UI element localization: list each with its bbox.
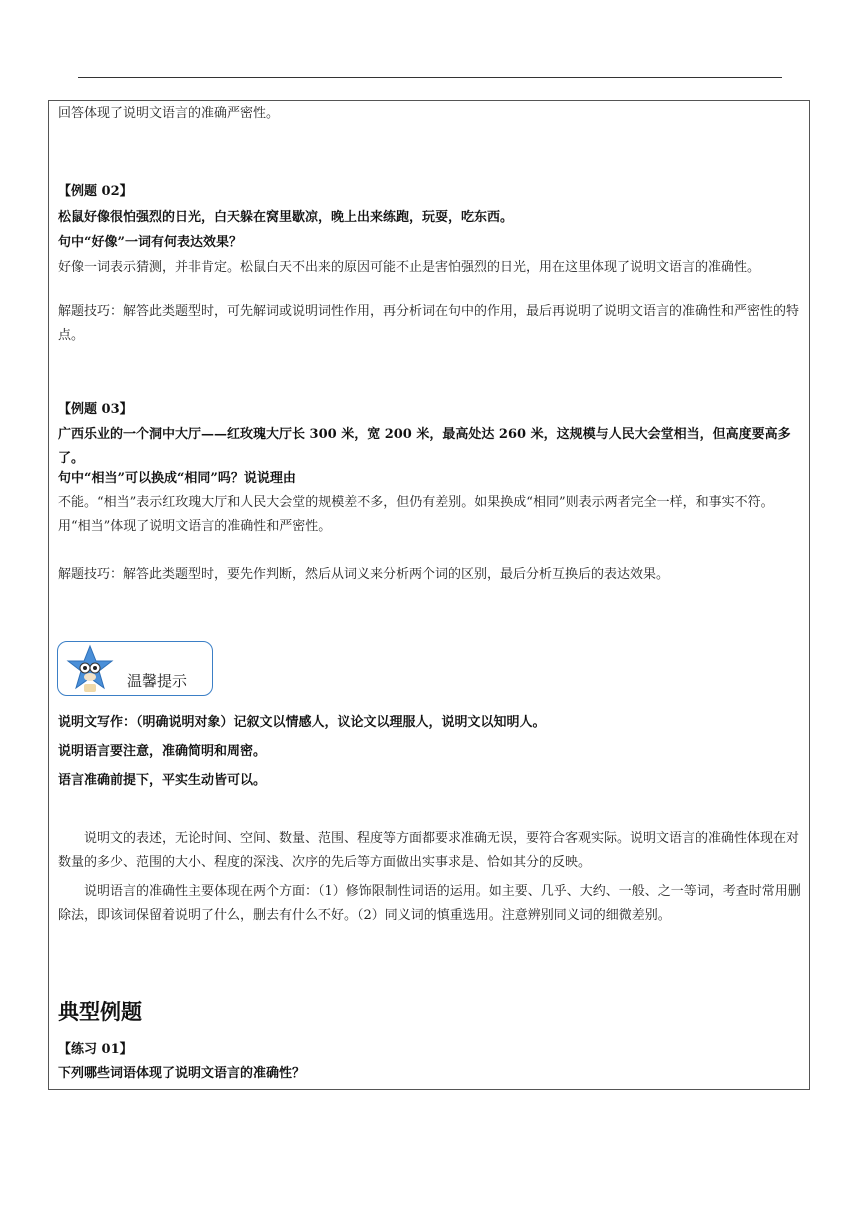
example-03-question: 句中“相当”可以换成“相同”吗？说说理由 xyxy=(58,471,296,486)
practice-01-question: 下列哪些词语体现了说明文语言的准确性？ xyxy=(58,1066,306,1081)
paragraph-1: 说明文的表述，无论时间、空间、数量、范围、程度等方面都要求准确无误，要符合客观实际。说明文语言的准确性体现在对数量的多少、范围的大小、程度的深浅、次序的先后等方面做出实事求是、恰如其分的反映。 xyxy=(58,831,800,870)
practice-01-label: 【练习 01】 xyxy=(58,1042,133,1057)
example-02-text: 松鼠好像很怕强烈的日光，白天躲在窝里歇凉，晚上出来练跑，玩耍，吃东西。 xyxy=(58,210,514,225)
tips-line-2: 说明语言要注意，准确简明和周密。 xyxy=(58,744,267,759)
paragraph-2: 说明语言的准确性主要体现在两个方面：（1）修饰限制性词语的运用。如主要、几乎、大约、一般、之一等词，考查时常用删除法，即该词保留着说明了什么，删去有什么不好。（2）同义词的慎重选用。注意辨别同义词的细微差别。 xyxy=(58,884,801,923)
example-02-answer: 好像一词表示猜测，并非肯定。松鼠白天不出来的原因可能不止是害怕强烈的日光，用在这里体现了说明文语言的准确性。 xyxy=(58,260,761,275)
warm-tip-box xyxy=(57,641,213,696)
example-02-question: 句中“好像”一词有何表达效果？ xyxy=(58,235,242,250)
example-03-tip: 解题技巧：解答此类题型时，要先作判断，然后从词义来分析两个词的区别，最后分析互换后的表达效果。 xyxy=(58,567,670,582)
tips-line-3: 语言准确前提下，平实生动皆可以。 xyxy=(58,773,267,788)
example-02-tip: 解题技巧：解答此类题型时，可先解词或说明词性作用，再分析词在句中的作用，最后再说明了说明文语言的准确性和严密性的特点。 xyxy=(58,304,800,343)
example-03-text: 广西乐业的一个洞中大厅——红玫瑰大厅长 300 米，宽 200 米，最高处达 260 米，这规模与人民大会堂相当，但高度要高多了。 xyxy=(58,427,791,466)
tips-line-1: 说明文写作：（明确说明对象）记叙文以情感人，议论文以理服人，说明文以知明人。 xyxy=(58,715,546,730)
warm-tip-label: 温馨提示 xyxy=(127,672,188,690)
header-rule xyxy=(78,77,782,78)
example-03-label: 【例题 03】 xyxy=(58,402,133,417)
star-mascot-icon xyxy=(62,644,118,694)
intro-answer: 回答体现了说明文语言的准确严密性。 xyxy=(58,106,280,121)
section-title: 典型例题 xyxy=(58,1000,142,1024)
example-02-label: 【例题 02】 xyxy=(58,184,133,199)
example-03-answer: 不能。“相当”表示红玫瑰大厅和人民大会堂的规模差不多，但仍有差别。如果换成“相同”则表示两者完全一样，和事实不符。用“相当”体现了说明文语言的准确性和严密性。 xyxy=(58,495,774,534)
